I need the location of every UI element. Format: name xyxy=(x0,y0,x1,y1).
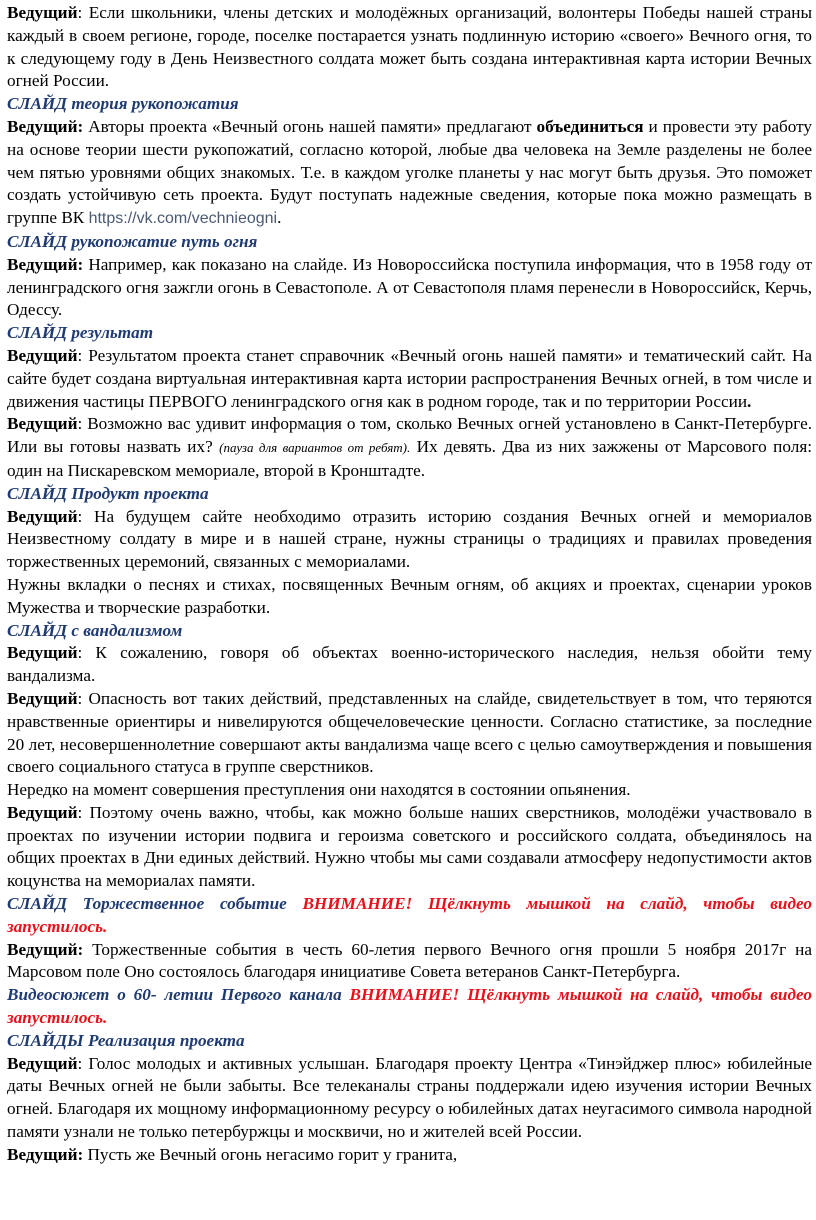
slide-heading-fire-path: СЛАЙД рукопожатие путь огня xyxy=(7,231,258,251)
paragraph xyxy=(7,506,812,574)
paragraph-end: . xyxy=(747,391,752,411)
paragraph-text: : Голос молодых и активных услышан. Благодаря проекту Центра «Тинэйджер плюс» юбилейные даты Вечных огней не были забыты. Все телеканалы страны поддержали идею изучения истории Вечных огней. Благодаря их мощному информационному ресурсу о юбилейных датах неугасимого символа народной памяти узнали не только петербуржцы и москвичи, но и жителей всей России. xyxy=(7,1053,812,1142)
paragraph xyxy=(7,802,812,893)
video-warning: ВНИМАНИЕ! Щёлкнуть мышкой на слайд, чтобы видео запустилось. xyxy=(7,985,812,1028)
speaker-label: Ведущий: xyxy=(7,939,84,959)
video-heading xyxy=(7,984,812,1030)
paragraph-text: : Опасность вот таких действий, представленных на слайде, свидетельствует в том, что теряются нравственные ориентиры и нивелируются общечеловеческие ценности. Согласно статистике, за последние 20 лет, несовершеннолетние совершают акты вандализма чаще всего с целью самоутверждения и повышения своего социального статуса в группе сверстников. xyxy=(7,688,812,777)
slide-heading-handshake-theory: СЛАЙД теория рукопожатия xyxy=(7,94,239,114)
vk-group-link[interactable]: https://vk.com/vechnieogni xyxy=(88,210,278,228)
paragraph-text: Их девять. Два из них зажжены от Марсового поля: один на Пискаревском мемориале, второй в Кронштадте. xyxy=(7,437,812,480)
speaker-label: Ведущий: xyxy=(7,116,84,136)
speaker-label: Ведущий xyxy=(7,643,78,663)
paragraph-text: : Поэтому очень важно, чтобы, как можно больше наших сверстников, молодёжи участвовало в проектах по изучении истории подвига и героизма советского и российского солдата, объединялось на общих проектах в Дни единых действий. Нужно чтобы мы сами создавали атмосферу недопустимости актов коцунства на мемориалах памяти. xyxy=(7,802,812,891)
paragraph xyxy=(7,254,812,322)
heading-text: СЛАЙД Торжественное событие xyxy=(7,894,303,914)
pause-note: (пауза для вариантов от ребят). xyxy=(219,440,411,456)
paragraph: Нужны вкладки о песнях и стихах, посвященных Вечным огням, об акциях и проектах, сценарии уроков Мужества и творческие разработки. xyxy=(7,574,812,617)
paragraph xyxy=(7,413,812,482)
paragraph-text: : Возможно вас удивит информация о том, сколько Вечных огней установлено в Санкт-Петербурге. Или вы готовы назвать их? xyxy=(7,414,812,457)
paragraph xyxy=(7,688,812,779)
slide-heading-vandalism: СЛАЙД с вандализмом xyxy=(7,620,183,640)
speaker-label: Ведущий xyxy=(7,802,78,822)
paragraph-text: Например, как показано на слайде. Из Новороссийска поступила информация, что в 1958 году от ленинградского огня зажгли огонь в Севастополе. А от Севастополя пламя перенесли в Новороссийск, Керчь, Одессу. xyxy=(7,254,812,320)
paragraph xyxy=(7,116,812,231)
speaker-label: Ведущий xyxy=(7,414,78,434)
paragraph xyxy=(7,1144,812,1167)
speaker-label: Ведущий xyxy=(7,1053,78,1073)
speaker-label: Ведущий xyxy=(7,3,78,22)
paragraph-text: Торжественные события в честь 60-летия первого Вечного огня прошли 5 ноября 2017г на Марсовом поле Оно состоялось благодаря инициативе Совета ветеранов Санкт-Петербурга. xyxy=(7,939,812,982)
paragraph-text: : На будущем сайте необходимо отразить историю создания Вечных огней и мемориалов Неизвестному солдату в мире и в нашей стране, нужны страницы о традициях и правилах проведения торжественных церемоний, связанных с мемориалами. xyxy=(7,506,812,572)
paragraph-text: : К сожалению, говоря об объектах военно-исторического наследия, нельзя обойти тему вандализма. xyxy=(7,643,812,686)
emphasis-text: объединиться xyxy=(536,116,644,136)
speaker-label: Ведущий xyxy=(7,345,78,365)
slide-heading-implementation: СЛАЙДЫ Реализация проекта xyxy=(7,1030,245,1050)
speaker-label: Ведущий: xyxy=(7,1144,84,1164)
speaker-label: Ведущий xyxy=(7,506,78,526)
paragraph xyxy=(7,939,812,985)
paragraph-text: : Если школьники, члены детских и молодёжных организаций, волонтеры Победы нашей страны каждый в своем регионе, городе, поселке постарается узнать подлинную историю «своего» Вечного огня, то к следующему году в День Неизвестного солдата может быть создана интерактивная карта истории Вечных огней России. xyxy=(7,3,812,91)
paragraph-text: Авторы проекта «Вечный огонь нашей памяти» предлагают xyxy=(83,116,537,136)
speaker-label: Ведущий xyxy=(7,688,78,708)
paragraph-end: . xyxy=(277,208,282,228)
paragraph-text: Пусть же Вечный огонь негасимо горит у гранита, xyxy=(83,1144,458,1164)
paragraph xyxy=(7,345,812,413)
speaker-label: Ведущий: xyxy=(7,254,84,274)
paragraph-text: : Результатом проекта станет справочник «Вечный огонь нашей памяти» и тематический сайт. На сайте будет создана виртуальная интерактивная карта истории распространения Вечных огней, в том числе и движения частицы ПЕРВОГО ленинградского огня как в родном городе, так и по территории России xyxy=(7,345,812,411)
paragraph-text: и провести эту работу на основе теории шести рукопожатий, согласно которой, любые два человека на Земле разделены не более чем пятью уровнями общих знакомых. Т.е. в каждом уголке планеты у нас могут быть друзья. Это поможет создать устойчивую сеть проекта. Будут поступать надежные сведения, которые пока можно размещать в группе ВК xyxy=(7,116,812,228)
paragraph: Нередко на момент совершения преступления они находятся в состоянии опьянения. xyxy=(7,780,631,800)
paragraph xyxy=(7,2,812,93)
paragraph xyxy=(7,1053,812,1144)
slide-heading-product: СЛАЙД Продукт проекта xyxy=(7,483,209,503)
slide-heading-result: СЛАЙД результат xyxy=(7,323,154,343)
slide-heading-ceremony xyxy=(7,893,812,939)
paragraph xyxy=(7,642,812,688)
heading-text: Видеосюжет о 60- летии Первого канала xyxy=(7,985,350,1005)
video-warning: ВНИМАНИЕ! Щёлкнуть мышкой на слайд, чтобы видео запустилось. xyxy=(7,894,812,936)
